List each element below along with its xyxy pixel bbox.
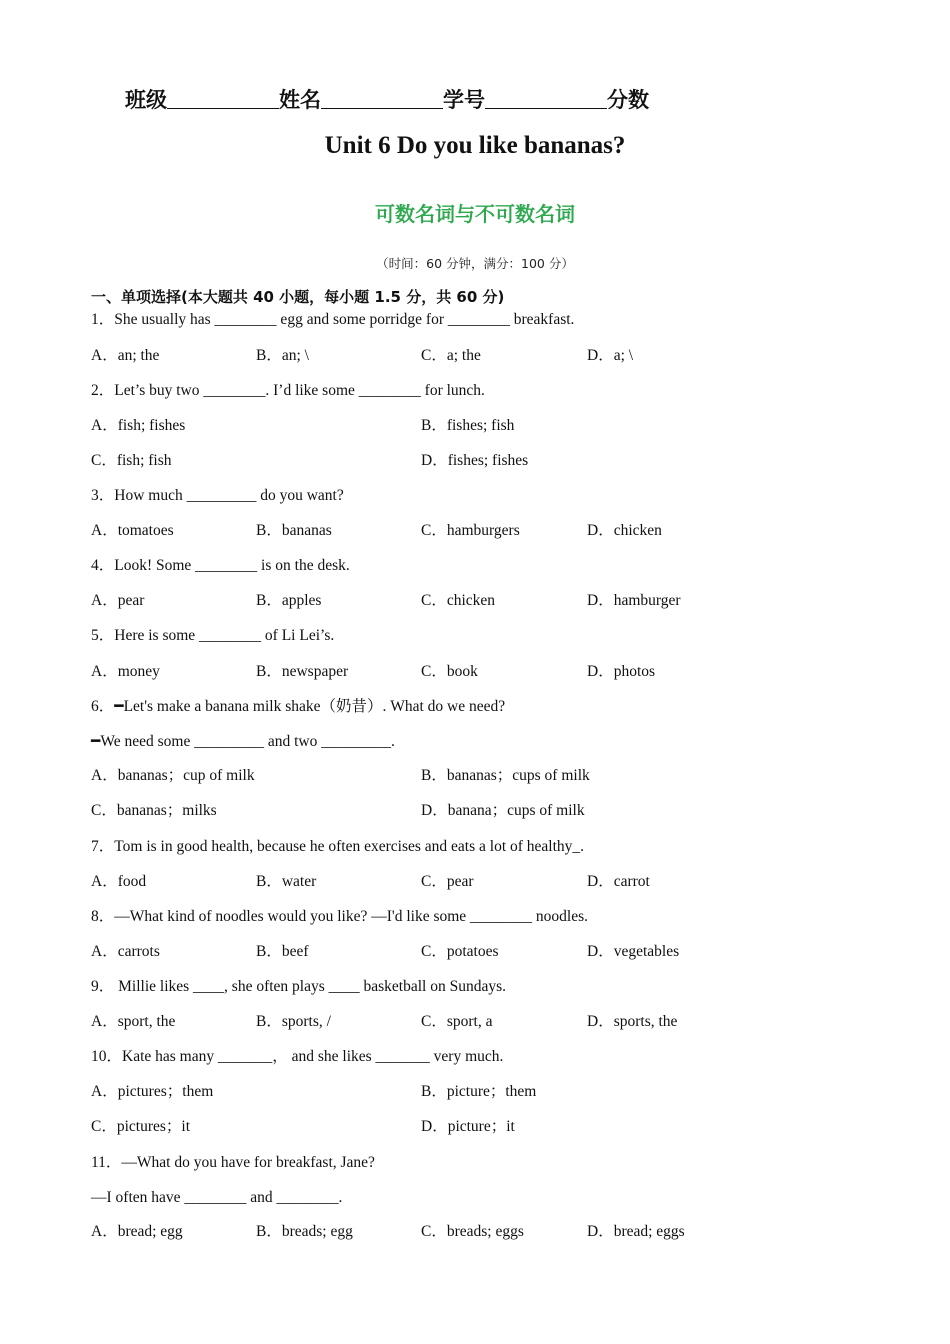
option[interactable]: C．chicken — [421, 592, 496, 609]
score-label: 分数 — [607, 88, 649, 112]
option[interactable]: A．bananas；cup of milk — [91, 767, 255, 784]
question-text: 2．Let’s buy two ________. I’d like some ________ for lunch. — [91, 382, 485, 399]
option[interactable]: A．fish; fishes — [91, 417, 186, 434]
option[interactable]: A．sport, the — [91, 1013, 176, 1030]
option[interactable]: A．bread; egg — [91, 1223, 183, 1240]
option[interactable]: C．breads; eggs — [421, 1223, 524, 1240]
option[interactable]: C．pictures；it — [91, 1118, 191, 1135]
question-text: 4．Look! Some ________ is on the desk. — [91, 557, 350, 574]
page-title: Unit 6 Do you like bananas? — [324, 132, 626, 159]
option[interactable]: C．potatoes — [421, 943, 499, 960]
option[interactable]: C．bananas；milks — [91, 802, 217, 819]
option[interactable]: B．bananas — [256, 522, 332, 539]
time-note: （时间：60 分钟，满分：100 分） — [376, 256, 574, 271]
option[interactable]: B．newspaper — [256, 663, 349, 680]
option[interactable]: B．sports, / — [256, 1013, 331, 1030]
option[interactable]: B．water — [256, 873, 317, 890]
option[interactable]: D．sports, the — [587, 1013, 678, 1030]
class-blank[interactable] — [167, 88, 279, 109]
question-text: 6．━Let's make a banana milk shake（奶昔）. What do we need? — [91, 698, 506, 715]
question-text: 1．She usually has ________ egg and some porridge for ________ breakfast. — [91, 311, 575, 328]
option[interactable]: B．fishes; fish — [421, 417, 515, 434]
option[interactable]: D．fishes; fishes — [421, 452, 529, 469]
option[interactable]: D．photos — [587, 663, 656, 680]
option[interactable]: A．tomatoes — [91, 522, 174, 539]
page-subtitle: 可数名词与不可数名词 — [375, 202, 575, 226]
question-text: 8．—What kind of noodles would you like? —I'd like some ________ noodles. — [91, 908, 589, 925]
option[interactable]: B．apples — [256, 592, 322, 609]
name-label: 姓名 — [279, 88, 321, 112]
option[interactable]: A．pictures；them — [91, 1083, 214, 1100]
class-label: 班级 — [125, 88, 167, 112]
section-heading: 一、单项选择(本大题共 40 小题，每小题 1.5 分，共 60 分) — [91, 288, 505, 306]
option[interactable]: C．a; the — [421, 347, 481, 364]
option[interactable]: C．fish; fish — [91, 452, 172, 469]
option[interactable]: D．chicken — [587, 522, 662, 539]
option[interactable]: B．beef — [256, 943, 309, 960]
student-info-header — [125, 84, 649, 114]
id-blank[interactable] — [485, 88, 607, 109]
option[interactable]: A．food — [91, 873, 147, 890]
option[interactable]: C．hamburgers — [421, 522, 520, 539]
option[interactable]: D．bread; eggs — [587, 1223, 685, 1240]
question-text: 3．How much _________ do you want? — [91, 487, 344, 504]
question-text: 7．Tom is in good health, because he often exercises and eats a lot of healthy_. — [91, 838, 585, 855]
option[interactable]: B．picture；them — [421, 1083, 537, 1100]
option[interactable]: D．banana；cups of milk — [421, 802, 585, 819]
question-text: 9． Millie likes ____, she often plays ____ basketball on Sundays. — [91, 978, 507, 995]
option[interactable]: D．hamburger — [587, 592, 681, 609]
id-label: 学号 — [443, 88, 485, 112]
option[interactable]: B．an; \ — [256, 347, 309, 364]
question-text: ━We need some _________ and two _________. — [91, 733, 395, 750]
option[interactable]: D．carrot — [587, 873, 650, 890]
question-text: —I often have ________ and ________. — [91, 1189, 343, 1206]
question-text: 10．Kate has many _______， and she likes _______ very much. — [91, 1048, 504, 1065]
option[interactable]: A．pear — [91, 592, 145, 609]
option[interactable]: C．sport, a — [421, 1013, 493, 1030]
option[interactable]: A．an; the — [91, 347, 160, 364]
option[interactable]: A．money — [91, 663, 160, 680]
name-blank[interactable] — [321, 88, 443, 109]
option[interactable]: B．breads; egg — [256, 1223, 353, 1240]
option[interactable]: D．vegetables — [587, 943, 680, 960]
question-text: 11．—What do you have for breakfast, Jane? — [91, 1154, 375, 1171]
option[interactable]: A．carrots — [91, 943, 160, 960]
option[interactable]: D．picture；it — [421, 1118, 515, 1135]
option[interactable]: C．pear — [421, 873, 474, 890]
option[interactable]: D．a; \ — [587, 347, 634, 364]
option[interactable]: C．book — [421, 663, 478, 680]
option[interactable]: B．bananas；cups of milk — [421, 767, 590, 784]
question-text: 5．Here is some ________ of Li Lei’s. — [91, 627, 335, 644]
